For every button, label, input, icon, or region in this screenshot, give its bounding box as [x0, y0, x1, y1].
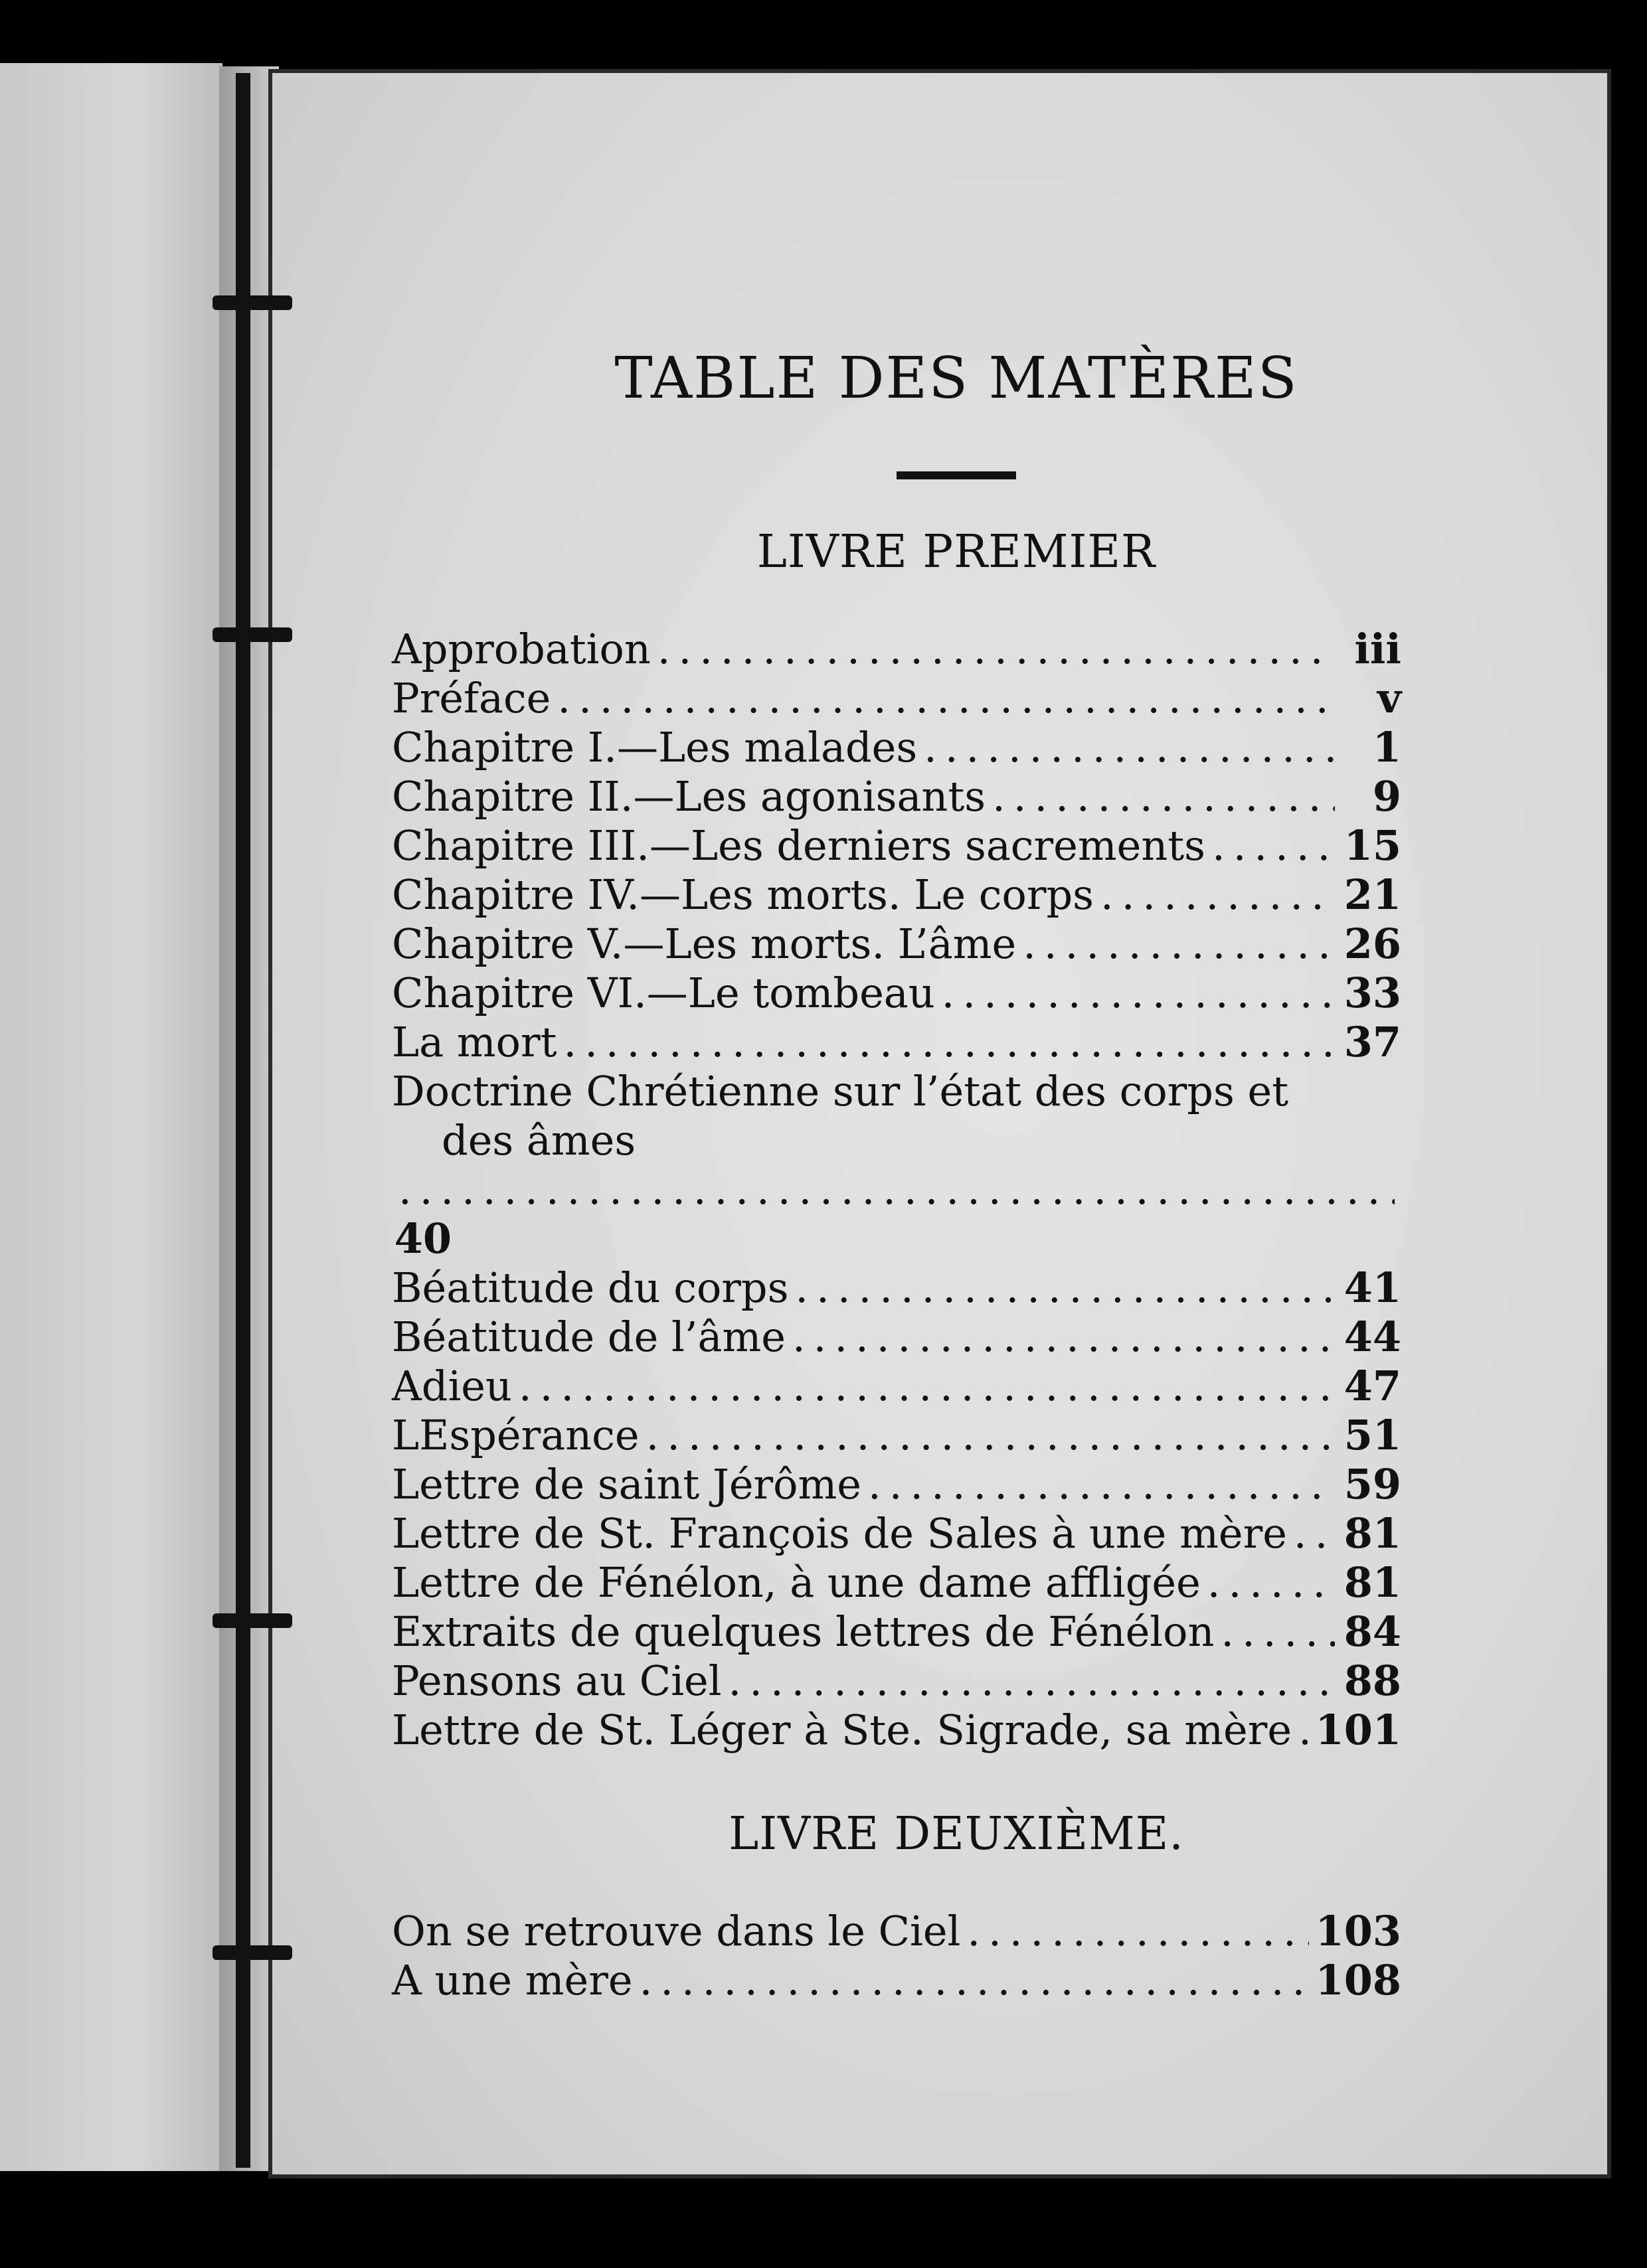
toc-entry-page-number: 9: [1372, 772, 1401, 821]
toc-entry-label: Chapitre I.—Les malades: [392, 723, 918, 771]
table-of-contents: [392, 345, 1401, 2005]
dot-leader: [1221, 1607, 1335, 1657]
dot-leader: [519, 1362, 1335, 1411]
dot-leader: [564, 1018, 1335, 1067]
toc-entry-label: Adieu: [392, 1362, 512, 1410]
toc-entry-label: Chapitre IV.—Les morts. Le corps: [392, 870, 1094, 919]
toc-entry-label: Extraits de quelques lettres de Fénélon: [392, 1607, 1215, 1656]
dot-leader: [646, 1411, 1335, 1460]
dot-leader: [1294, 1509, 1335, 1558]
toc-entry: [392, 1907, 1401, 1956]
toc-entry-page-number: v: [1377, 674, 1401, 722]
dot-leader: [924, 723, 1335, 772]
toc-entry-page-number: iii: [1354, 625, 1401, 673]
toc-entry: [392, 723, 1401, 772]
dot-leader: [729, 1657, 1335, 1706]
binding-stitch: [213, 1613, 292, 1628]
toc-entry-page-number: 108: [1315, 1956, 1401, 2004]
dot-leader: [868, 1460, 1335, 1509]
binding-thread: [236, 1955, 250, 2168]
toc-entry: [392, 1657, 1401, 1706]
book-heading: LIVRE DEUXIÈME.: [729, 1808, 1184, 1860]
toc-entry-label: Préface: [392, 674, 551, 722]
toc-entry-label: Pensons au Ciel: [392, 1657, 722, 1705]
toc-entry-page-number: 37: [1344, 1018, 1401, 1066]
dot-leader: [942, 969, 1335, 1018]
toc-entry-page-number: 41: [1344, 1263, 1401, 1312]
toc-entry: [392, 625, 1401, 674]
dot-leader: [967, 1907, 1308, 1956]
toc-entry-page-number: 15: [1344, 821, 1401, 870]
toc-entry-page-number: 40: [394, 1214, 452, 1263]
dot-leader: [1298, 1706, 1309, 1755]
toc-entry: [392, 1362, 1401, 1411]
toc-entry-page-number: 26: [1344, 920, 1401, 968]
dot-leader: [992, 772, 1335, 821]
toc-entry-label: La mort: [392, 1018, 557, 1066]
toc-entry-page-number: 84: [1344, 1607, 1401, 1656]
book-heading: LIVRE PREMIER: [756, 526, 1156, 578]
facing-page-edge: [0, 63, 222, 2171]
toc-entry-page-number: 88: [1344, 1657, 1401, 1705]
toc-entry: [392, 1558, 1401, 1607]
toc-entry: [392, 674, 1401, 723]
dot-leader: [1023, 920, 1335, 969]
dot-leader: [657, 625, 1335, 674]
toc-entry: [392, 772, 1401, 821]
dot-leader: [1212, 821, 1335, 870]
toc-entry-label: Chapitre II.—Les agonisants: [392, 772, 986, 821]
dot-leader: [1100, 870, 1335, 920]
binding-thread: [236, 1623, 250, 1949]
toc-entry: [392, 1706, 1401, 1755]
dot-leader: [640, 1956, 1309, 2005]
page-title: TABLE DES MATÈRES: [614, 345, 1298, 412]
toc-entry: [392, 1263, 1401, 1313]
toc-entry-page-number: 103: [1315, 1907, 1401, 1955]
toc-entry-page-number: 81: [1344, 1558, 1401, 1607]
dot-leader: [1207, 1558, 1335, 1607]
binding-thread: [236, 637, 250, 1613]
toc-entry: [392, 1018, 1401, 1067]
dot-leader: [795, 1263, 1335, 1313]
toc-entry: [392, 1067, 1401, 1263]
toc-entry-label-continuation: des âmes: [442, 1116, 636, 1165]
toc-entry-page-number: 21: [1344, 870, 1401, 919]
toc-entry-label: On se retrouve dans le Ciel: [392, 1907, 961, 1955]
toc-entry-label: Chapitre III.—Les derniers sacrements: [392, 821, 1205, 870]
toc-entry-page-number: 33: [1344, 969, 1401, 1017]
toc-entry: [392, 920, 1401, 969]
toc-entry-label: Doctrine Chrétienne sur l’état des corps et: [392, 1067, 1289, 1115]
toc-entry-label: Chapitre V.—Les morts. L’âme: [392, 920, 1017, 968]
toc-entry-page-number: 81: [1344, 1509, 1401, 1558]
dot-leader: [398, 1165, 1395, 1214]
toc-entry-label: Lettre de Fénélon, à une dame affligée: [392, 1558, 1201, 1607]
toc-entry: [392, 1313, 1401, 1362]
toc-entry-label: Chapitre VI.—Le tombeau: [392, 969, 935, 1017]
toc-entry-label: Approbation: [392, 625, 651, 673]
toc-entry-page-number: 44: [1344, 1313, 1401, 1361]
toc-entry: [392, 969, 1401, 1018]
toc-entry-label: Lettre de St. François de Sales à une mère: [392, 1509, 1287, 1558]
dot-leader: [557, 674, 1335, 723]
toc-entry: [392, 1460, 1401, 1509]
toc-entry: [392, 1411, 1401, 1460]
toc-entry-label: Lettre de St. Léger à Ste. Sigrade, sa mère: [392, 1706, 1292, 1754]
binding-stitch: [213, 627, 292, 642]
toc-list: [392, 1907, 1401, 2005]
toc-entry-page-number: 59: [1344, 1460, 1401, 1508]
toc-entry-label: LEspérance: [392, 1411, 640, 1459]
toc-list: [392, 625, 1401, 1755]
binding-thread: [236, 305, 250, 631]
binding-stitch: [213, 295, 292, 310]
toc-entry: [392, 870, 1401, 920]
toc-entry-page-number: 1: [1372, 723, 1401, 771]
toc-entry-page-number: 51: [1344, 1411, 1401, 1459]
binding-stitch: [213, 1945, 292, 1960]
toc-entry: [392, 1956, 1401, 2005]
dot-leader: [792, 1313, 1335, 1362]
toc-entry: [392, 1509, 1401, 1558]
binding-thread: [236, 73, 250, 299]
toc-entry: [392, 1607, 1401, 1657]
toc-entry-label: Béatitude du corps: [392, 1263, 789, 1312]
title-rule: [897, 471, 1016, 479]
toc-entry-label: Béatitude de l’âme: [392, 1313, 786, 1361]
toc-entry-label: A une mère: [392, 1956, 633, 2004]
toc-entry-page-number: 101: [1315, 1706, 1401, 1754]
toc-entry-label: Lettre de saint Jérôme: [392, 1460, 861, 1508]
toc-entry-page-number: 47: [1344, 1362, 1401, 1410]
toc-entry: [392, 821, 1401, 870]
